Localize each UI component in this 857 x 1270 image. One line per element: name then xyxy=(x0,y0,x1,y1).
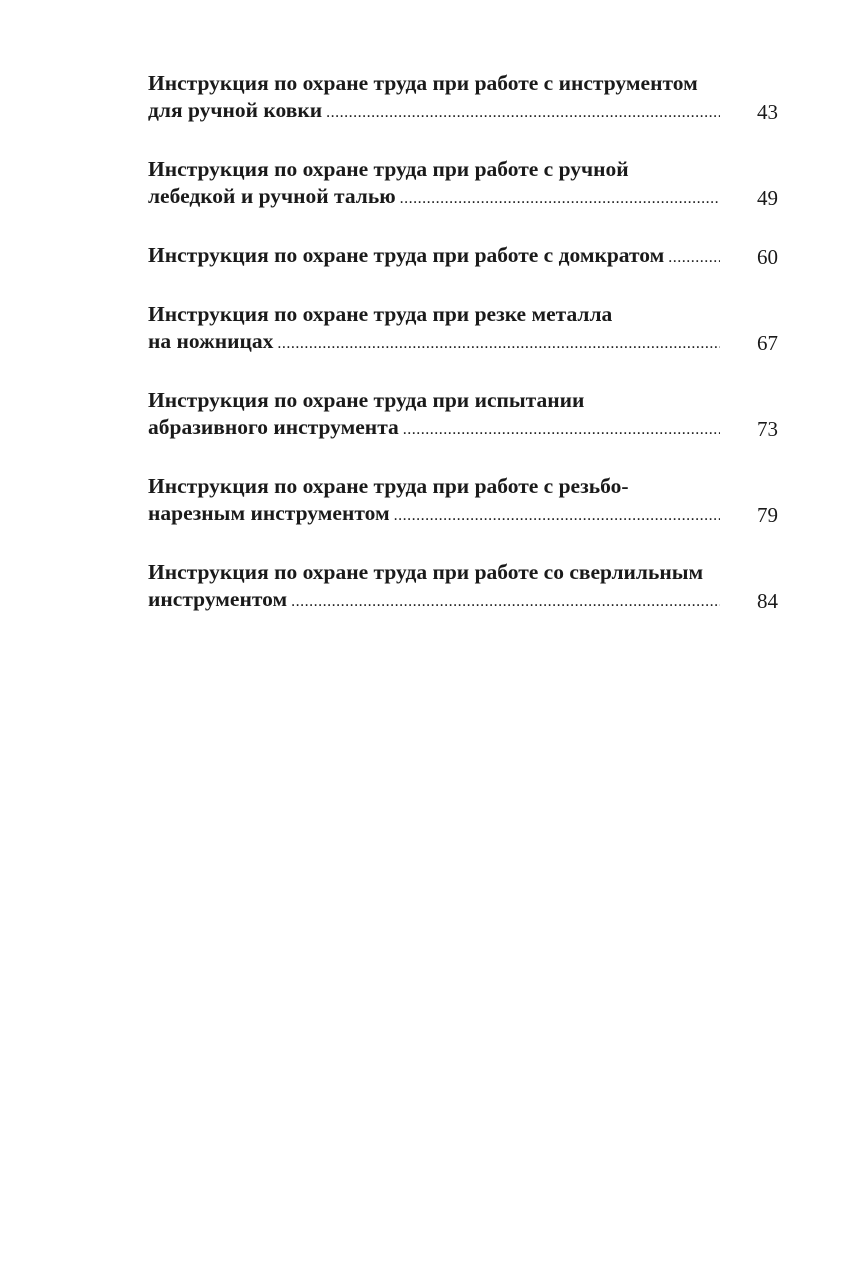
dot-leader xyxy=(668,244,720,271)
toc-entry-title-end: инструментом xyxy=(148,587,288,611)
toc-entry-title-end: нарезным инструментом xyxy=(148,501,390,525)
dot-leader xyxy=(291,588,720,615)
toc-entry-title-line2 xyxy=(148,328,720,357)
dot-leader xyxy=(400,185,720,212)
dot-leader xyxy=(403,416,720,443)
toc-entry-title-line2 xyxy=(148,242,720,271)
toc-entry-title-end: для ручной ковки xyxy=(148,98,323,122)
toc-entry-title-line1: Инструкция по охране труда при работе с инструментом xyxy=(148,71,698,95)
toc-entry-title-line2 xyxy=(148,183,720,212)
toc-page-number: 49 xyxy=(757,186,778,210)
toc-page-number: 73 xyxy=(757,417,778,441)
toc-entry-title-line2 xyxy=(148,97,720,126)
toc-page-number: 79 xyxy=(757,503,778,527)
table-of-contents xyxy=(148,70,778,645)
toc-entry[interactable] xyxy=(148,387,778,443)
dot-leader xyxy=(326,99,720,126)
toc-entry[interactable] xyxy=(148,70,778,126)
toc-entry-title-line1: Инструкция по охране труда при испытании xyxy=(148,388,585,412)
toc-entry[interactable] xyxy=(148,242,778,271)
toc-entry-title-line1: Инструкция по охране труда при работе с резьбо- xyxy=(148,474,629,498)
toc-entry[interactable] xyxy=(148,473,778,529)
toc-entry-title-end: абразивного инструмента xyxy=(148,415,399,439)
toc-entry-title-end: лебедкой и ручной талью xyxy=(148,184,396,208)
toc-entry-title-end: Инструкция по охране труда при работе с домкратом xyxy=(148,243,665,267)
toc-entry-title-line2 xyxy=(148,414,720,443)
toc-page-number: 60 xyxy=(757,245,778,269)
toc-entry-title-line1: Инструкция по охране труда при работе с ручной xyxy=(148,157,629,181)
toc-entry[interactable] xyxy=(148,156,778,212)
toc-entry-title-end: на ножницах xyxy=(148,329,274,353)
toc-entry-title-line1: Инструкция по охране труда при резке металла xyxy=(148,302,613,326)
toc-entry-title-line2 xyxy=(148,586,720,615)
toc-entry[interactable] xyxy=(148,301,778,357)
toc-page-number: 43 xyxy=(757,100,778,124)
toc-page-number: 67 xyxy=(757,331,778,355)
toc-entry[interactable] xyxy=(148,559,778,615)
dot-leader xyxy=(394,502,720,529)
toc-page-number: 84 xyxy=(757,589,778,613)
toc-entry-title-line1: Инструкция по охране труда при работе со сверлильным xyxy=(148,560,704,584)
toc-entry-title-line2 xyxy=(148,500,720,529)
dot-leader xyxy=(277,330,720,357)
